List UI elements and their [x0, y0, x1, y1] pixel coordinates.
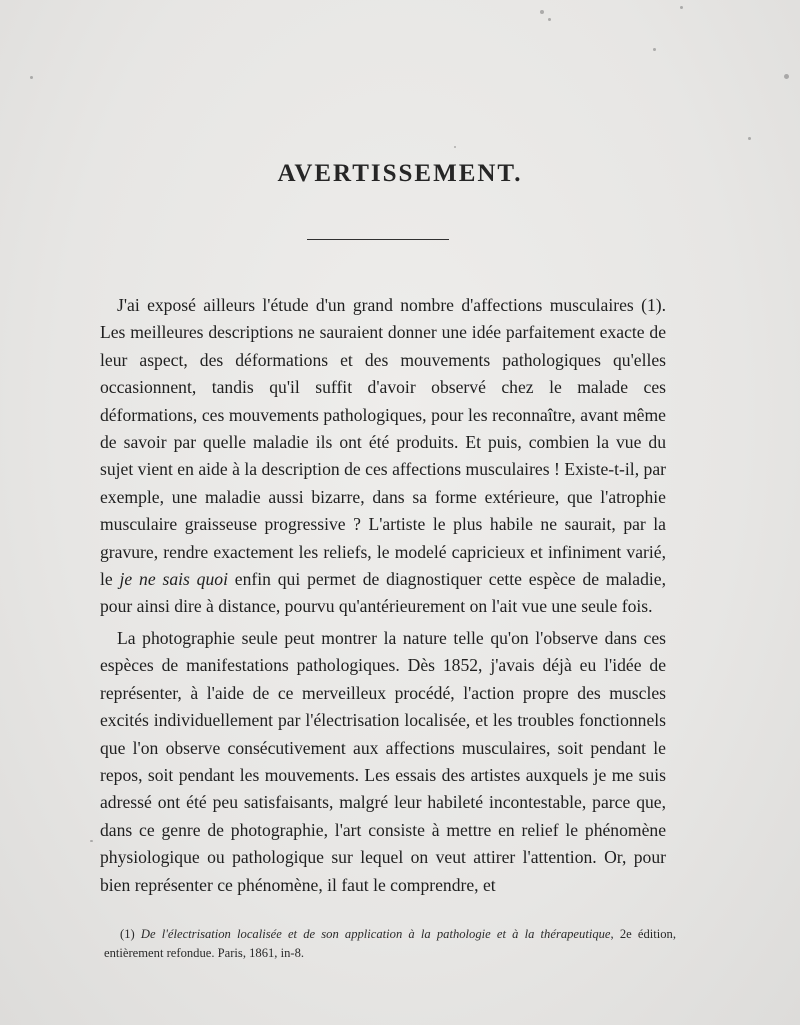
- title-divider: [307, 239, 449, 240]
- paragraph-1-text-b: enfin qui permet de diagnostiquer cette espèce de maladie, pour ainsi dire à distance, pourvu qu'antérieurement on l'ait vue une seule fois.: [100, 569, 666, 617]
- paper-speck: [30, 76, 33, 79]
- paper-speck: [784, 74, 789, 79]
- paragraph-1: [100, 292, 666, 621]
- footnote: [104, 925, 676, 963]
- footnote-details: , 2e édition, entièrement refondue. Paris, 1861, in-8.: [104, 927, 677, 960]
- paper-speck: [653, 48, 656, 51]
- main-text: [100, 292, 666, 899]
- paragraph-1-text-a: J'ai exposé ailleurs l'étude d'un grand nombre d'affections musculaires (1). Les meilleures descriptions ne sauraient donner une idée parfaitement exacte de leur aspect, des déformations et des mouvements pathologiques qu'elles occasionnent, tandis qu'il suffit d'avoir observé chez le malade ces déformations, ces mouvements pathologiques, pour les reconnaître, avant même de savoir par quelle maladie ils ont été produits. Et puis, combien la vue du sujet vient en aide à la description de ces affections musculaires ! Existe-t-il, par exemple, une maladie aussi bizarre, dans sa forme extérieure, que l'atrophie musculaire graisseuse progressive ? L'artiste le plus habile ne saurait, par la gravure, rendre exactement les reliefs, le modelé capricieux et infiniment varié, le: [100, 295, 666, 590]
- paper-speck: [548, 18, 551, 21]
- paragraph-2: [100, 625, 666, 899]
- footnote-book-title: De l'électrisation localisée et de son application à la pathologie et à la thérapeutique: [140, 927, 611, 941]
- paragraph-1-italic: je ne sais quoi: [119, 569, 228, 590]
- footnote-text: [104, 925, 676, 963]
- footnote-marker: (1): [120, 927, 141, 941]
- paper-speck: [90, 840, 93, 842]
- page-title: AVERTISSEMENT.: [277, 160, 523, 187]
- paper-speck: [748, 137, 751, 140]
- paragraph-2-text: La photographie seule peut montrer la nature telle qu'on l'observe dans ces espèces de manifestations pathologiques. Dès 1852, j'avais déjà eu l'idée de représenter, à l'aide de ce merveilleux procédé, l'action propre des muscles excités individuellement par l'électrisation localisée, et les troubles fonctionnels que l'on observe consécutivement aux affections musculaires, soit pendant le repos, soit pendant les mouvements. Les essais des artistes auxquels je me suis adressé ont été peu satisfaisants, malgré leur habileté incontestable, parce que, dans ce genre de photographie, l'art consiste à mettre en relief le phénomène physiologique ou pathologique sur lequel on veut attirer l'attention. Or, pour bien représenter ce phénomène, il faut le comprendre, et: [100, 627, 666, 895]
- paper-speck: [454, 146, 456, 148]
- paper-speck: [680, 6, 683, 9]
- paper-speck: [540, 10, 544, 14]
